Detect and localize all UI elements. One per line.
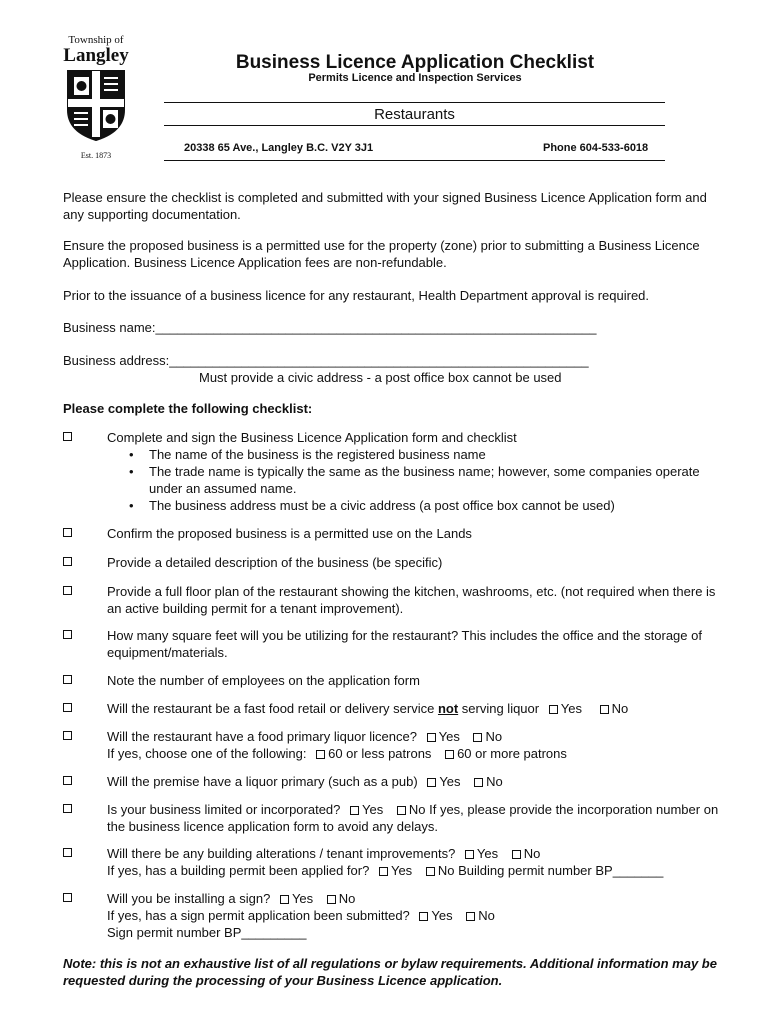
footnote: Note: this is not an exhaustive list of all regulations or bylaw requirements. Additional information may be requested during the processing of your Business Licence application. [63,956,717,988]
checklist-item [63,801,723,835]
header-divider [164,160,665,161]
office-address: 20338 65 Ave., Langley B.C. V2Y 3J1 [184,142,374,154]
checkbox[interactable] [63,703,72,712]
checklist-item [63,890,723,941]
yes-checkbox[interactable] [379,867,388,876]
header-divider [164,102,665,103]
checkbox[interactable] [63,630,72,639]
checkbox[interactable] [63,675,72,684]
checkbox[interactable] [63,893,72,902]
yes-checkbox[interactable] [280,895,289,904]
yes-label: Yes [476,846,499,861]
checklist-item [63,672,723,689]
item-text: Confirm the proposed business is a permitted use on the Lands [107,526,472,541]
option-checkbox[interactable] [445,750,454,759]
item-text [107,845,723,879]
bullet-item: • The trade name is typically the same as the business name; however, some companies operate under an assumed name. [149,463,723,497]
checklist-item [63,525,723,542]
checkbox[interactable] [63,432,72,441]
no-label: No [408,802,426,817]
logo-line1: Township of [68,34,124,46]
no-label: No [485,729,503,744]
question-text: Will you be installing a sign? [107,891,271,906]
permit-number-field[interactable]: Sign permit number BP_________ [107,925,307,940]
logo-line2: Langley [63,45,129,66]
intro-paragraph [63,189,713,223]
yes-label: Yes [362,802,384,817]
question-text: If yes, has a sign permit application been submitted? [107,908,410,923]
question-text: Will the premise have a liquor primary (such as a pub) [107,774,418,789]
emphasis-text: not [437,701,459,716]
bullet-list [63,446,723,514]
no-checkbox[interactable] [397,806,406,815]
no-checkbox[interactable] [474,778,483,787]
yes-checkbox[interactable] [427,733,436,742]
checkbox[interactable] [63,731,72,740]
no-label: No [478,908,495,923]
business-name-field[interactable]: Business name:_____________________________________________________________ [63,320,597,335]
yes-checkbox[interactable] [465,850,474,859]
question-text: If yes, choose one of the following: [107,746,307,761]
no-label: No [611,701,629,716]
item-text [107,728,723,762]
question-text: serving liquor [461,701,540,716]
option-checkbox[interactable] [316,750,325,759]
crest-shield-icon [65,68,127,142]
question-text: If yes, has a building permit been applied for? [107,863,370,878]
checkbox[interactable] [63,776,72,785]
no-checkbox[interactable] [600,705,609,714]
item-text [107,700,723,717]
checklist-item [63,627,723,661]
no-checkbox[interactable] [473,733,482,742]
instruction-text: If yes, please provide the incorporation number on the business licence application form to avoid any delays. [107,802,719,834]
intro-text: Prior to the issuance of a business licence for any restaurant, Health Department approval is required. [63,288,650,303]
checklist-item [63,554,723,571]
question-text: Will the restaurant have a food primary liquor licence? [107,729,417,744]
page-subtitle: Permits Licence and Inspection Services [308,72,522,84]
no-checkbox[interactable] [466,912,475,921]
checklist-item [63,429,723,514]
checkbox[interactable] [63,848,72,857]
yes-checkbox[interactable] [427,778,436,787]
no-label: No [523,846,541,861]
item-text: Provide a full floor plan of the restaurant showing the kitchen, washrooms, etc. (not required when there is an active building permit for a tenant improvement). [107,584,716,616]
checkbox[interactable] [63,528,72,537]
bullet-item: • The name of the business is the registered business name [149,446,723,463]
township-logo [56,34,136,160]
item-text: Complete and sign the Business Licence Application form and checklist [107,430,517,445]
intro-text: Please ensure the checklist is completed and submitted with your signed Business Licence Application form and any supporting documentation. [63,190,707,222]
checkbox[interactable] [63,557,72,566]
checklist-item [63,583,723,617]
category-label: Restaurants [374,106,455,123]
item-text: Note the number of employees on the application form [107,673,420,688]
header-divider [164,125,665,126]
yes-label: Yes [390,863,413,878]
logo-established: Est. 1873 [80,151,112,160]
page-title: Business Licence Application Checklist [235,52,595,73]
yes-label: Yes [431,908,453,923]
address-note: Must provide a civic address - a post office box cannot be used [199,370,562,385]
permit-number-field[interactable]: Building permit number BP_______ [458,863,664,878]
yes-label: Yes [291,891,314,906]
no-checkbox[interactable] [426,867,435,876]
intro-paragraph [63,237,713,271]
option-label: 60 or more patrons [457,746,567,761]
yes-label: Yes [560,701,582,716]
no-label: No [437,863,455,878]
yes-checkbox[interactable] [350,806,359,815]
no-label: No [486,774,503,789]
no-label: No [338,891,356,906]
no-checkbox[interactable] [512,850,521,859]
office-phone: Phone 604-533-6018 [543,142,649,154]
checklist-item [63,700,723,717]
item-text: How many square feet will you be utilizing for the restaurant? This includes the office and the storage of equipment/materials. [107,628,702,660]
option-label: 60 or less patrons [328,746,432,761]
yes-checkbox[interactable] [549,705,558,714]
yes-label: Yes [438,729,460,744]
no-checkbox[interactable] [327,895,336,904]
yes-label: Yes [439,774,461,789]
item-text [107,890,723,941]
checklist-item [63,845,723,879]
question-text: Will the restaurant be a fast food retail or delivery service [107,701,435,716]
checkbox[interactable] [63,586,72,595]
question-text: Will there be any building alterations / tenant improvements? [107,846,456,861]
checkbox[interactable] [63,804,72,813]
yes-checkbox[interactable] [419,912,428,921]
item-text: Provide a detailed description of the business (be specific) [107,555,443,570]
checklist-heading: Please complete the following checklist: [63,401,313,416]
checklist-item [63,773,723,790]
business-address-field[interactable]: Business address:__________________________________________________________ [63,353,589,368]
intro-text: Ensure the proposed business is a permitted use for the property (zone) prior to submitting a Business Licence Application. Business Licence Application fees are non-refundable. [63,238,700,270]
bullet-item: • The business address must be a civic address (a post office box cannot be used) [149,497,723,514]
item-text [107,801,723,835]
checklist-item [63,728,723,762]
question-text: Is your business limited or incorporated? [107,802,341,817]
item-text [107,773,723,790]
intro-paragraph [63,287,713,304]
